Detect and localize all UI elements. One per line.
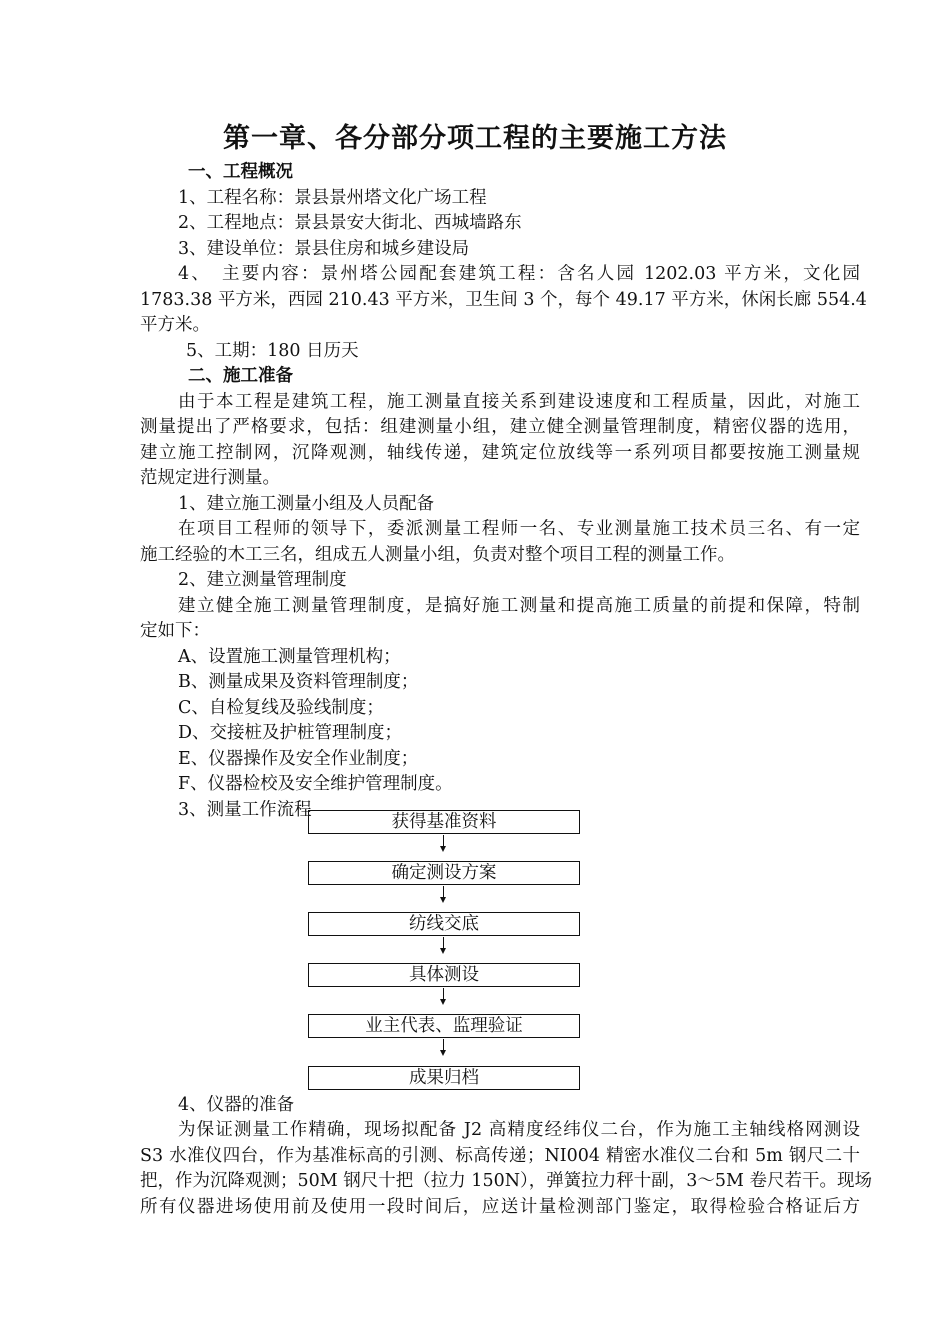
project-name-line: 1、工程名称：景县景州塔文化广场工程 — [178, 188, 487, 208]
paragraph-2-line-2: 施工经验的木工三名，组成五人测量小组，负责对整个项目工程的测量工作。 — [140, 545, 735, 565]
list-item: C、自检复线及验线制度； — [178, 698, 384, 718]
paragraph-1-line-1: 由于本工程是建筑工程，施工测量直接关系到建设速度和工程质量，因此，对施工 — [178, 392, 860, 412]
main-content-line-1: 4、 主要内容：景州塔公园配套建筑工程：含名人园 1202.03 平方米，文化园 — [178, 264, 860, 284]
paragraph-4-line-1: 为保证测量工作精确，现场拟配备 J2 高精度经纬仪二台，作为施工主轴线格网测设 — [178, 1120, 860, 1140]
paragraph-1-line-3: 建立施工控制网，沉降观测，轴线传递，建筑定位放线等一系列项目都要按施工测量规 — [140, 443, 860, 463]
down-arrow-icon — [443, 937, 445, 954]
flow-step-5: 业主代表、监理验证 — [308, 1014, 580, 1038]
list-item: B、测量成果及资料管理制度； — [178, 672, 419, 692]
list-item: D、交接桩及护桩管理制度； — [178, 723, 403, 743]
paragraph-3-line-1: 建立健全施工测量管理制度，是搞好施工测量和提高施工质量的前提和保障，特制 — [178, 596, 860, 616]
down-arrow-icon — [443, 835, 445, 852]
section-heading-preparation: 二、施工准备 — [188, 366, 293, 386]
list-item: F、仪器检校及安全维护管理制度。 — [178, 774, 453, 794]
down-arrow-icon — [443, 886, 445, 903]
main-content-line-2: 1783.38 平方米，西园 210.43 平方米，卫生间 3 个，每个 49.17 平方米，休闲长廊 554.4 — [140, 290, 867, 310]
flow-step-2: 确定测设方案 — [308, 861, 580, 885]
subheading-workflow: 3、测量工作流程 — [178, 800, 312, 820]
paragraph-3-line-2: 定如下： — [140, 621, 210, 641]
paragraph-2-line-1: 在项目工程师的领导下，委派测量工程师一名、专业测量施工技术员三名、有一定 — [178, 519, 860, 539]
paragraph-4-line-2: S3 水准仪四台，作为基准标高的引测、标高传递；NI004 精密水准仪二台和 5m 钢尺二十 — [140, 1146, 860, 1166]
flow-step-4: 具体测设 — [308, 963, 580, 987]
down-arrow-icon — [443, 988, 445, 1005]
subheading-management-system: 2、建立测量管理制度 — [178, 570, 347, 590]
project-location-line: 2、工程地点：景县景安大街北、西城墙路东 — [178, 213, 522, 233]
main-content-line-3: 平方米。 — [140, 315, 210, 335]
flow-step-3: 纺线交底 — [308, 912, 580, 936]
flow-step-1: 获得基准资料 — [308, 810, 580, 834]
list-item: A、设置施工测量管理机构； — [178, 647, 401, 667]
paragraph-4-line-4: 所有仪器进场使用前及使用一段时间后，应送计量检测部门鉴定，取得检验合格证后方 — [140, 1197, 860, 1217]
duration-line: 5、工期：180 日历天 — [186, 341, 359, 361]
paragraph-1-line-4: 范规定进行测量。 — [140, 468, 280, 488]
paragraph-4-line-3: 把，作为沉降观测；50M 钢尺十把（拉力 150N），弹簧拉力秤十副，3～5M 卷尺若干。现场 — [140, 1171, 873, 1191]
paragraph-1-line-2: 测量提出了严格要求，包括：组建测量小组，建立健全测量管理制度，精密仪器的选用， — [140, 417, 860, 437]
builder-unit-line: 3、建设单位：景县住房和城乡建设局 — [178, 239, 470, 259]
chapter-title: 第一章、各分部分项工程的主要施工方法 — [223, 123, 727, 154]
down-arrow-icon — [443, 1039, 445, 1056]
list-item: E、仪器操作及安全作业制度； — [178, 749, 419, 769]
flow-step-6: 成果归档 — [308, 1066, 580, 1090]
subheading-survey-team: 1、建立施工测量小组及人员配备 — [178, 494, 435, 514]
section-heading-overview: 一、工程概况 — [188, 162, 293, 182]
subheading-instruments: 4、仪器的准备 — [178, 1095, 295, 1115]
